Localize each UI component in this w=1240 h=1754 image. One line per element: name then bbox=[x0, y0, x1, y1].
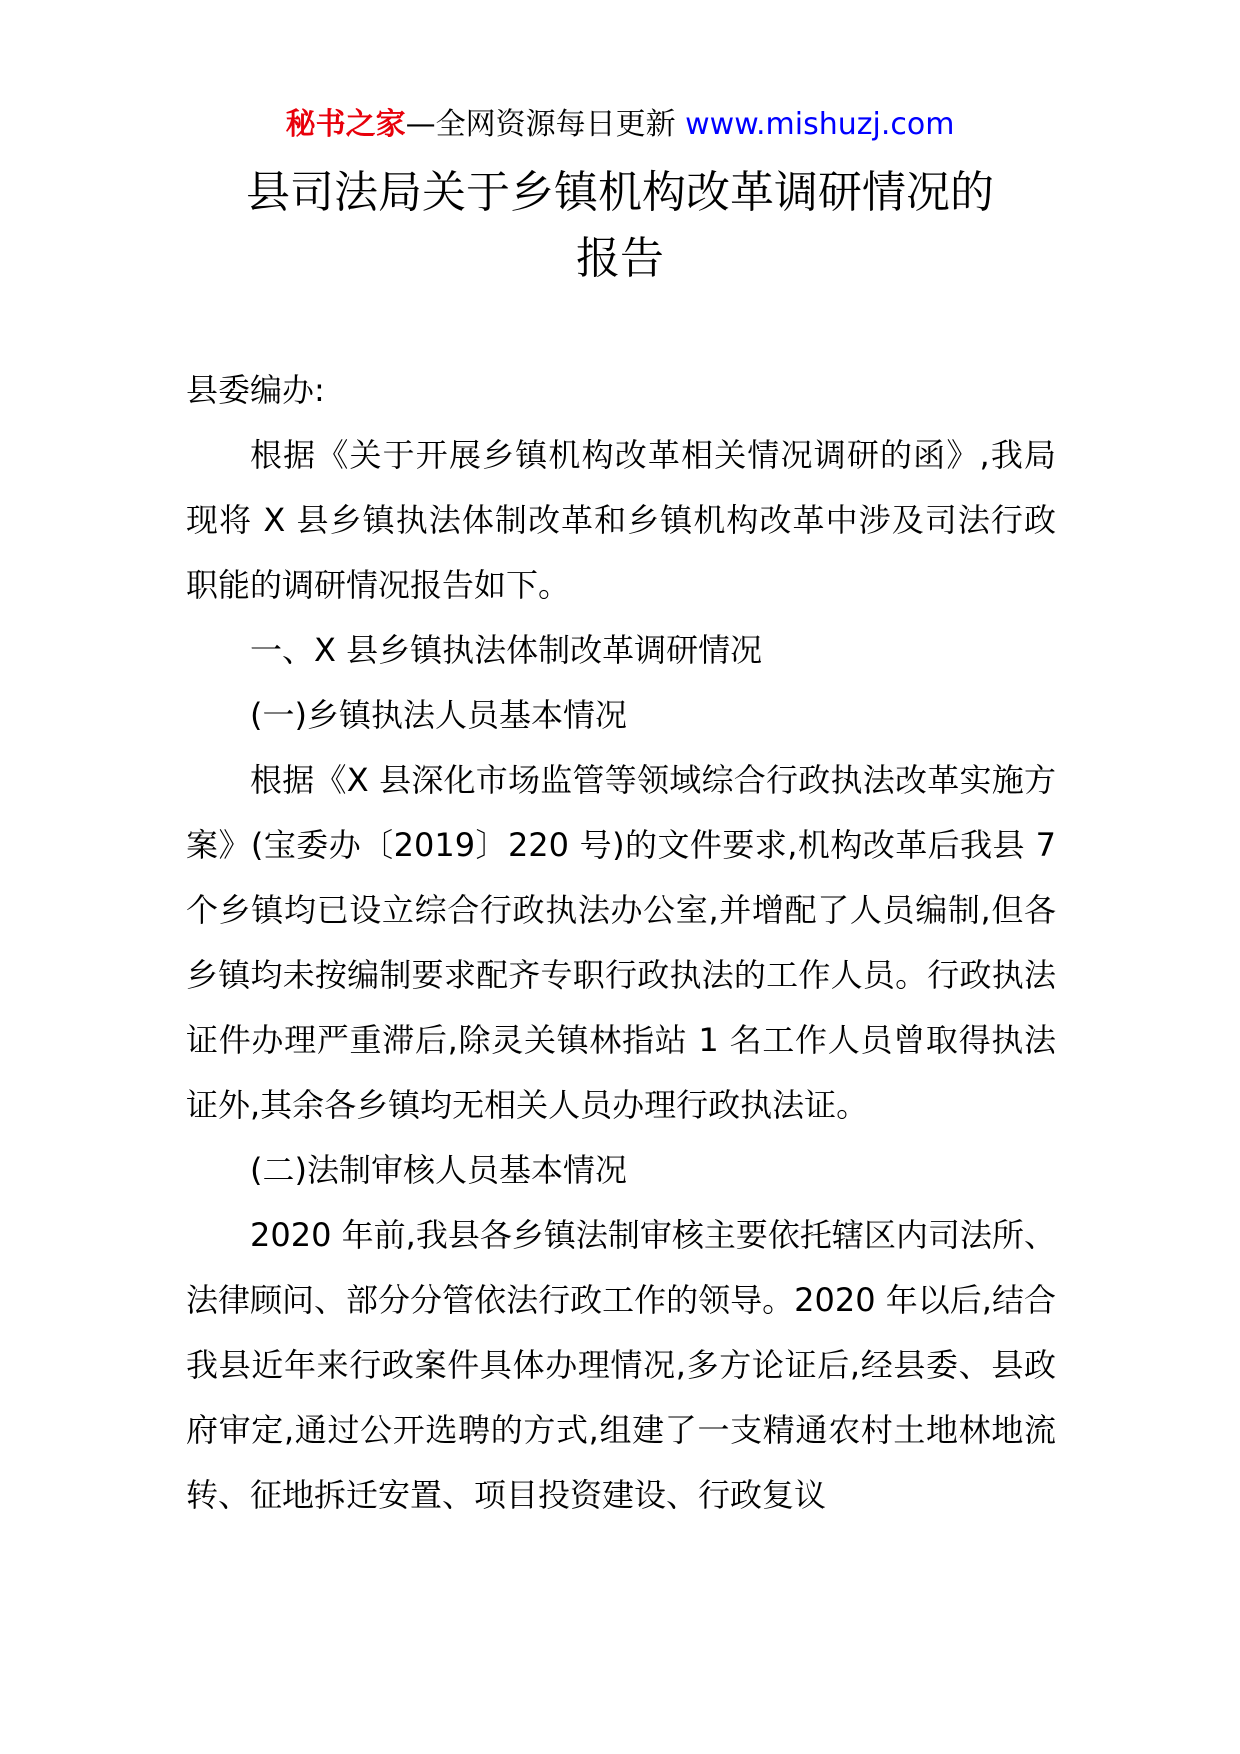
site-url-link[interactable]: www.mishuzj.com bbox=[685, 107, 955, 142]
site-slogan: —全网资源每日更新 bbox=[405, 107, 686, 142]
document-title-line-2: 报告 bbox=[576, 233, 664, 284]
paragraph-legal-review: 2020 年前,我县各乡镇法制审核主要依托辖区内司法所、法律顾问、部分分管依法行政工作的领导。2020 年以后,结合我县近年来行政案件具体办理情况,多方论证后,经县委、县政府审定,通过公开选聘的方式,组建了一支精通农村土地林地流转、征地拆迁安置、项目投资建设、行政复议 bbox=[186, 1216, 1056, 1514]
document-title-line-1: 县司法局关于乡镇机构改革调研情况的 bbox=[246, 167, 994, 218]
site-brand: 秘书之家 bbox=[285, 107, 406, 142]
section-heading-1: 一、X 县乡镇执法体制改革调研情况 bbox=[250, 631, 763, 669]
subsection-heading-1-1: (一)乡镇执法人员基本情况 bbox=[250, 696, 627, 734]
paragraph-enforcement-staff: 根据《X 县深化市场监管等领域综合行政执法改革实施方案》(宝委办〔2019〕220 号)的文件要求,机构改革后我县 7 个乡镇均已设立综合行政执法办公室,并增配了人员编制,但各乡镇均未按编制要求配齐专职行政执法的工作人员。行政执法证件办理严重滞后,除灵关镇林指站 1 名工作人员曾取得执法证外,其余各乡镇均无相关人员办理行政执法证。 bbox=[186, 761, 1056, 1124]
subsection-heading-1-2: (二)法制审核人员基本情况 bbox=[250, 1151, 627, 1189]
salutation: 县委编办: bbox=[186, 371, 325, 409]
paragraph-intro: 根据《关于开展乡镇机构改革相关情况调研的函》,我局现将 X 县乡镇执法体制改革和乡镇机构改革中涉及司法行政职能的调研情况报告如下。 bbox=[186, 436, 1056, 604]
site-header bbox=[0, 100, 1240, 150]
document-title bbox=[0, 160, 1240, 292]
document-body bbox=[186, 358, 1056, 1528]
